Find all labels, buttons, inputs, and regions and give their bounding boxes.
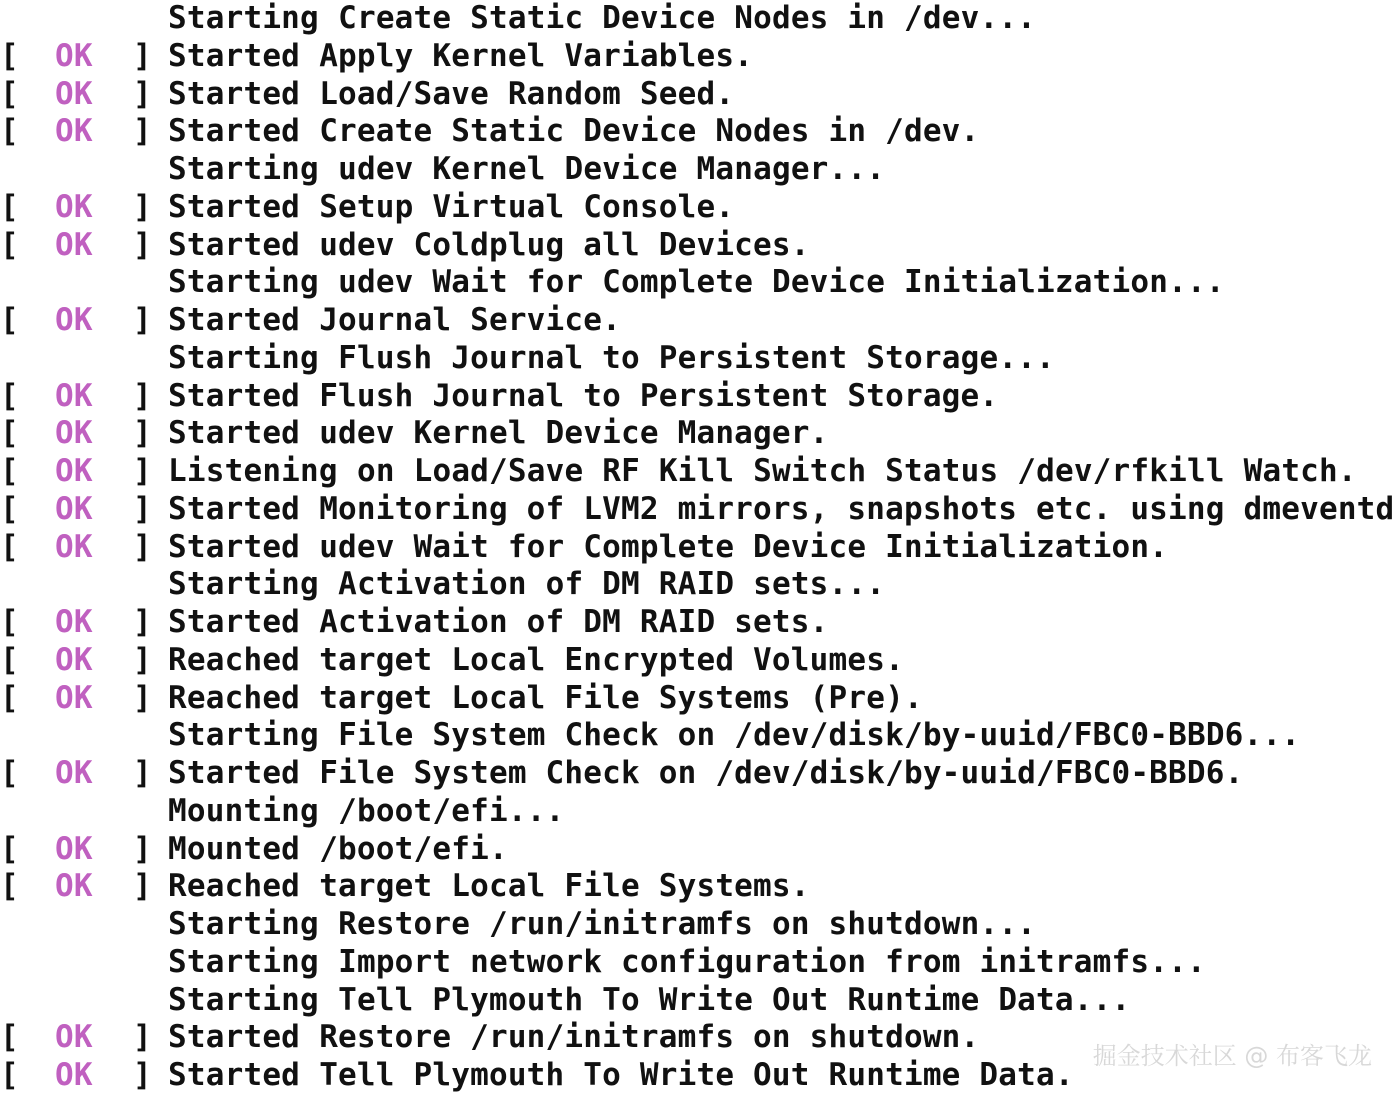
status-bracket-close: ] <box>133 75 152 112</box>
line-message: udev Coldplug all Devices. <box>319 226 810 263</box>
status-bracket-open: [ <box>0 1057 19 1093</box>
ok-badge: OK <box>55 113 93 150</box>
status-bracket-open: [ <box>0 226 19 263</box>
line-message: udev Kernel Device Manager... <box>338 151 886 187</box>
status-bracket-close: ] <box>133 113 152 150</box>
status-line-ok <box>0 38 1400 76</box>
line-verb: Reached <box>168 679 301 716</box>
line-verb: Mounted <box>168 830 301 867</box>
ok-badge: OK <box>55 75 93 112</box>
status-bracket-open: [ <box>0 755 19 791</box>
line-message: Tell Plymouth To Write Out Runtime Data. <box>319 1057 1074 1093</box>
line-message: Load/Save Random Seed. <box>319 75 735 112</box>
status-bracket-open: [ <box>0 604 19 640</box>
status-line-ok <box>0 76 1400 114</box>
status-line-ok <box>0 529 1400 567</box>
line-verb: Started <box>168 188 301 225</box>
line-verb: Started <box>168 75 301 112</box>
status-bracket-open: [ <box>0 377 19 414</box>
line-verb: Started <box>168 604 301 640</box>
status-line-pending <box>0 151 1400 189</box>
ok-badge: OK <box>55 188 93 225</box>
status-line-pending <box>0 717 1400 755</box>
ok-badge: OK <box>55 679 93 716</box>
ok-badge: OK <box>55 830 93 867</box>
line-message: target Local File Systems (Pre). <box>319 679 923 716</box>
line-verb: Started <box>168 113 301 150</box>
line-verb: Started <box>168 415 301 452</box>
status-bracket-close: ] <box>133 755 152 791</box>
line-message: Apply Kernel Variables. <box>319 37 754 74</box>
line-verb: Reached <box>168 641 301 678</box>
status-bracket-close: ] <box>133 604 152 640</box>
watermark: 掘金技术社区 @ 布客飞龙 <box>1092 1042 1372 1070</box>
status-bracket-open: [ <box>0 528 19 565</box>
line-verb: Starting <box>168 906 319 942</box>
line-message: Setup Virtual Console. <box>319 188 735 225</box>
status-bracket-close: ] <box>133 490 152 527</box>
line-verb: Starting <box>168 943 319 980</box>
status-line-pending <box>0 982 1400 1020</box>
line-message: File System Check on /dev/disk/by-uuid/FBC0-BBD6... <box>338 717 1301 754</box>
status-bracket-close: ] <box>133 1019 152 1056</box>
line-message: Create Static Device Nodes in /dev... <box>338 0 1037 36</box>
line-message: Tell Plymouth To Write Out Runtime Data... <box>338 981 1131 1018</box>
status-line-ok <box>0 302 1400 340</box>
ok-badge: OK <box>55 226 93 263</box>
line-verb: Starting <box>168 717 319 754</box>
line-message: Journal Service. <box>319 302 622 338</box>
status-line-pending <box>0 340 1400 378</box>
line-message: Activation of DM RAID sets... <box>338 566 886 603</box>
status-bracket-open: [ <box>0 868 19 905</box>
status-bracket-close: ] <box>133 528 152 565</box>
status-line-ok <box>0 755 1400 793</box>
line-verb: Started <box>168 755 301 791</box>
ok-badge: OK <box>55 755 93 791</box>
status-bracket-open: [ <box>0 75 19 112</box>
status-line-ok <box>0 378 1400 416</box>
line-message: udev Wait for Complete Device Initialization... <box>338 264 1225 301</box>
line-verb: Started <box>168 1019 301 1056</box>
status-bracket-close: ] <box>133 830 152 867</box>
status-bracket-close: ] <box>133 679 152 716</box>
status-bracket-close: ] <box>133 1057 152 1093</box>
line-verb: Starting <box>168 339 319 376</box>
line-verb: Started <box>168 302 301 338</box>
status-line-ok <box>0 831 1400 869</box>
line-verb: Starting <box>168 151 319 187</box>
status-bracket-open: [ <box>0 188 19 225</box>
line-verb: Starting <box>168 981 319 1018</box>
status-bracket-open: [ <box>0 679 19 716</box>
status-bracket-close: ] <box>133 453 152 489</box>
status-line-ok <box>0 415 1400 453</box>
status-line-ok <box>0 680 1400 718</box>
line-message: Activation of DM RAID sets. <box>319 604 829 640</box>
line-message: on Load/Save RF Kill Switch Status /dev/rfkill Watch. <box>357 453 1357 489</box>
status-line-ok <box>0 113 1400 151</box>
line-message: udev Kernel Device Manager. <box>319 415 829 452</box>
status-bracket-close: ] <box>133 226 152 263</box>
ok-badge: OK <box>55 641 93 678</box>
ok-badge: OK <box>55 1057 93 1093</box>
line-message: Flush Journal to Persistent Storage. <box>319 377 999 414</box>
status-line-pending <box>0 793 1400 831</box>
line-verb: Starting <box>168 566 319 603</box>
line-message: Create Static Device Nodes in /dev. <box>319 113 980 150</box>
line-message: udev Wait for Complete Device Initialization. <box>319 528 1169 565</box>
status-bracket-close: ] <box>133 377 152 414</box>
ok-badge: OK <box>55 868 93 905</box>
status-bracket-close: ] <box>133 188 152 225</box>
status-line-ok <box>0 453 1400 491</box>
status-bracket-open: [ <box>0 830 19 867</box>
status-line-pending <box>0 264 1400 302</box>
ok-badge: OK <box>55 377 93 414</box>
ok-badge: OK <box>55 453 93 489</box>
ok-badge: OK <box>55 528 93 565</box>
line-verb: Reached <box>168 868 301 905</box>
line-verb: Started <box>168 37 301 74</box>
status-line-ok <box>0 868 1400 906</box>
line-verb: Started <box>168 1057 301 1093</box>
status-bracket-open: [ <box>0 415 19 452</box>
status-bracket-close: ] <box>133 868 152 905</box>
status-line-ok <box>0 491 1400 529</box>
line-message: File System Check on /dev/disk/by-uuid/FBC0-BBD6. <box>319 755 1244 791</box>
line-verb: Starting <box>168 264 319 301</box>
ok-badge: OK <box>55 604 93 640</box>
status-bracket-open: [ <box>0 641 19 678</box>
status-bracket-close: ] <box>133 302 152 338</box>
line-verb: Starting <box>168 0 319 36</box>
ok-badge: OK <box>55 1019 93 1056</box>
line-message: Restore /run/initramfs on shutdown... <box>338 906 1037 942</box>
line-verb: Started <box>168 490 301 527</box>
line-message: target Local Encrypted Volumes. <box>319 641 904 678</box>
status-bracket-open: [ <box>0 453 19 489</box>
status-line-pending <box>0 906 1400 944</box>
line-verb: Started <box>168 528 301 565</box>
line-message: Import network configuration from initramfs... <box>338 943 1206 980</box>
line-verb: Listening <box>168 453 338 489</box>
line-message: Monitoring of LVM2 mirrors, snapshots etc. using dmeventd <box>319 490 1395 527</box>
status-line-pending <box>0 0 1400 38</box>
status-line-ok <box>0 227 1400 265</box>
line-message: /boot/efi... <box>338 792 565 829</box>
ok-badge: OK <box>55 302 93 338</box>
status-line-ok <box>0 604 1400 642</box>
ok-badge: OK <box>55 490 93 527</box>
status-bracket-close: ] <box>133 415 152 452</box>
line-message: target Local File Systems. <box>319 868 810 905</box>
ok-badge: OK <box>55 415 93 452</box>
status-bracket-close: ] <box>133 37 152 74</box>
status-bracket-close: ] <box>133 641 152 678</box>
line-verb: Started <box>168 377 301 414</box>
ok-badge: OK <box>55 37 93 74</box>
status-line-pending <box>0 944 1400 982</box>
status-bracket-open: [ <box>0 490 19 527</box>
status-line-ok <box>0 642 1400 680</box>
status-line-pending <box>0 566 1400 604</box>
line-message: Flush Journal to Persistent Storage... <box>338 339 1055 376</box>
status-bracket-open: [ <box>0 1019 19 1056</box>
line-verb: Started <box>168 226 301 263</box>
status-bracket-open: [ <box>0 37 19 74</box>
line-message: /boot/efi. <box>319 830 508 867</box>
status-bracket-open: [ <box>0 113 19 150</box>
line-message: Restore /run/initramfs on shutdown. <box>319 1019 980 1056</box>
status-bracket-open: [ <box>0 302 19 338</box>
status-line-ok <box>0 189 1400 227</box>
line-verb: Mounting <box>168 792 319 829</box>
